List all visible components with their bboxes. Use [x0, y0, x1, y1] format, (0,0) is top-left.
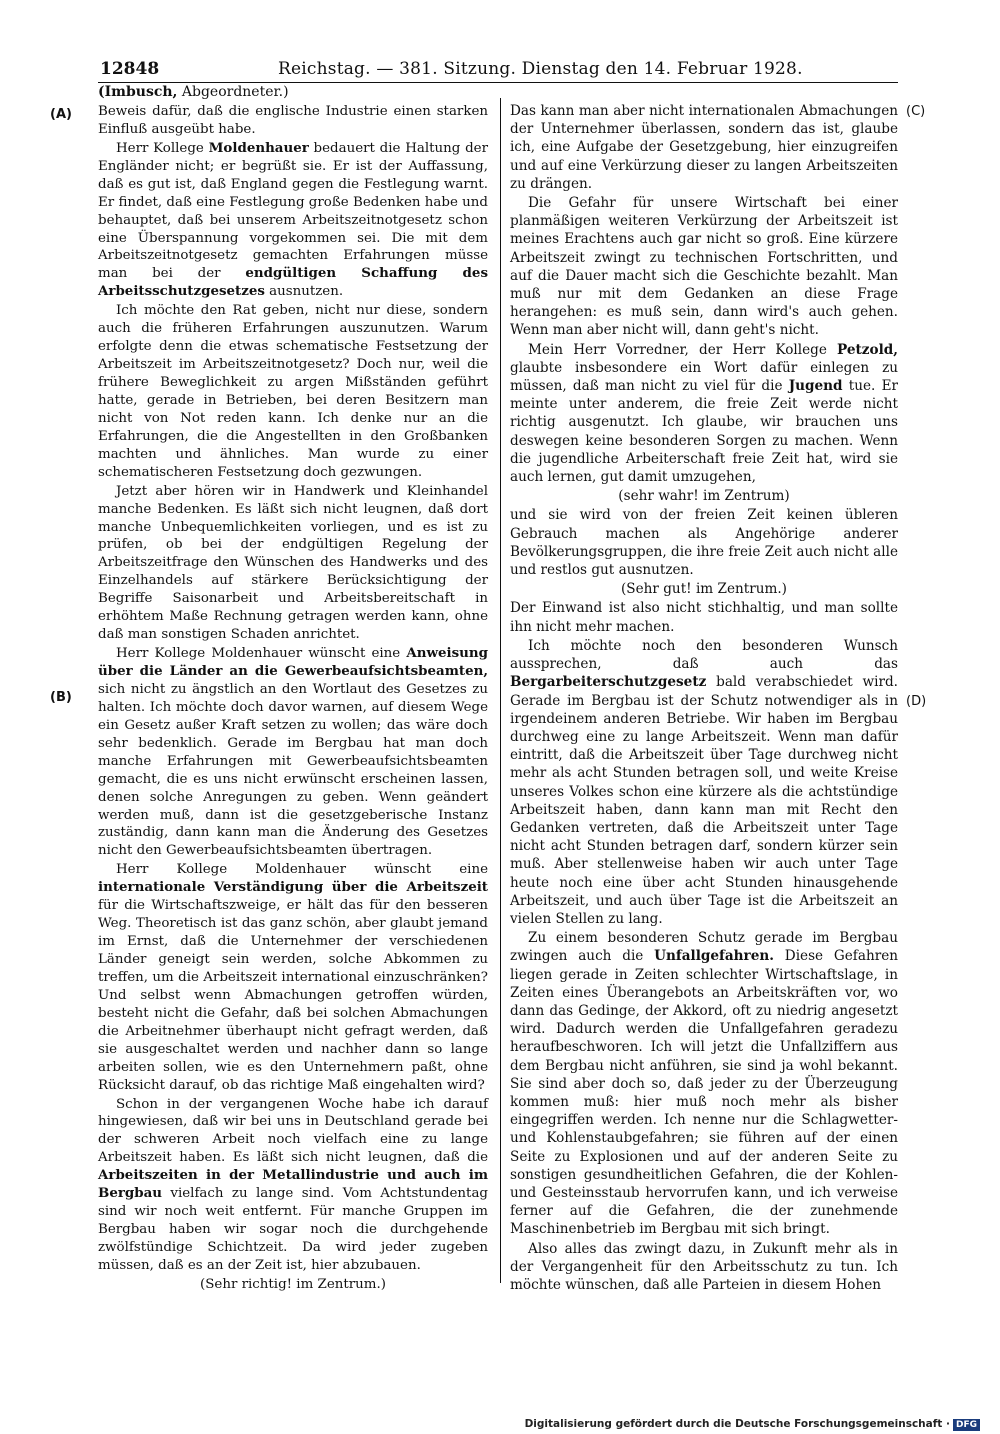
interjection: (Sehr richtig! im Zentrum.): [200, 1276, 386, 1292]
paragraph: Der Einwand ist also nicht stichhaltig, und man sollte ihn nicht mehr machen.: [510, 600, 898, 635]
speaker-line: [98, 84, 488, 102]
interjection: (Sehr gut! im Zentrum.): [621, 581, 787, 598]
page-header: [98, 58, 898, 83]
paragraph: Ich möchte noch den besonderen Wunsch aussprechen, daß auch das Bergarbeiterschutzgesetz bald verabschiedet wird. Gerade im Bergbau ist der Schutz notwendiger als in irgendeinem anderen Betriebe. Wir haben im Bergbau durchweg eine zu lange Arbeitszeit. Wenn man dafür eintritt, daß die Arbeitszeit über Tage durchweg nicht mehr als acht Stunden betragen soll, und weite Kreise unseres Volkes schon eine kürzere als die achtstündige Arbeitszeit haben, dann kann man mit Recht den Gedanken vertreten, daß die Arbeitszeit unter Tage nicht acht Stunden betragen darf, sondern kürzer sein muß. Aber stellenweise haben wir auch unter Tage heute noch eine über acht Stunden hinausgehende Arbeitszeit, und auch über Tage ist die Arbeitszeit an vielen Stellen zu lang.: [510, 637, 898, 927]
emphasis: Anweisung über die Länder an die Gewerbeaufsichtsbeamten,: [98, 645, 488, 679]
emphasis: Unfallgefahren.: [654, 948, 774, 965]
paragraph: und sie wird von der freien Zeit keinen übleren Gebrauch machen als Angehörige anderer Bevölkerungsgruppen, die ihre freie Zeit auch nicht alle und restlos gut ausnutzen.: [510, 507, 898, 579]
paragraph: Mein Herr Vorredner, der Herr Kollege Petzold, glaubte insbesondere ein Wort dafür einlegen zu müssen, daß man nicht zu viel für die Jugend tue. Er meinte unter anderem, die freie Zeit werde nicht richtig ausgenutzt. Ich glaube, wir brauchen uns deswegen keine besonderen Sorgen zu machen. Wenn die jugendliche Arbeiterschaft freie Zeit hat, wird sie auch lernen, gut damit umzugehen,: [510, 341, 898, 486]
paragraph: Jetzt aber hören wir in Handwerk und Kleinhandel manche Bedenken. Es läßt sich nicht leugnen, daß dort manche Unbequemlichkeiten vorliegen, und es ist zu prüfen, ob bei der endgültigen Regelung der Arbeitszeitfrage den Wünschen des Handwerks und des Einzelhandels auf stärkere Berücksichtigung der Begriffe Saisonarbeit und Arbeitsbereitschaft in erhöhtem Maße Rechnung getragen werden kann, ohne daß man sonstigen Schaden anrichtet.: [98, 483, 488, 643]
paragraph: Also alles das zwingt dazu, in Zukunft mehr als in der Vergangenheit für den Arbeitsschutz zu tun. Ich möchte wünschen, daß alle Parteien in diesem Hohen: [510, 1240, 898, 1293]
emphasis: Bergarbeiterschutzgesetz: [510, 674, 707, 691]
paragraph: Beweis dafür, daß die englische Industrie einen starken Einfluß ausgeübt habe.: [98, 103, 488, 137]
emphasis: Arbeitszeiten in der Metallindustrie und auch im Bergbau: [98, 1167, 488, 1202]
paragraph: Ich möchte den Rat geben, nicht nur diese, sondern auch die früheren Erfahrungen auszunutzen. Warum erfolgte denn die etwas schematische Festsetzung der Arbeitszeit im Arbeitszeitnotgesetz? Doch nur, weil die frühere Beweglichkeit zu argen Mißständen geführt hatte, gerade in Betrieben, bei deren Besitzern man nicht von Not reden kann. Ich denke nur an die Erfahrungen, die die Angestellten in den Großbanken machten und ähnliches. Man wurde zu einer schematischeren Festsetzung doch gezwungen.: [98, 303, 488, 480]
dfg-logo: DFG: [953, 1419, 980, 1431]
left-column: [98, 84, 488, 1294]
paragraph: Schon in der vergangenen Woche habe ich darauf hingewiesen, daß wir bei uns in Deutschland gerade bei der schweren Arbeit noch vielfach eine zu lange Arbeitszeit haben. Es läßt sich nicht leugnen, daß die Arbeitszeiten in der Metallindustrie und auch im Bergbau vielfach zu lange sind. Vom Achtstundentag sind wir noch weit entfernt. Für manche Gruppen im Bergbau haben wir sogar noch die durchgehende zwölfstündige Schichtzeit. Da wird jeder zugeben müssen, daß es an der Zeit ist, hier abzubauen.: [98, 1096, 488, 1273]
digitization-credit: [525, 1418, 980, 1431]
emphasis: endgültigen Schaffung des Arbeitsschutzgesetzes: [98, 265, 488, 300]
paragraph: Herr Kollege Moldenhauer wünscht eine Anweisung über die Länder an die Gewerbeaufsichtsbeamten, sich nicht zu ängstlich an den Wortlaut des Gesetzes zu halten. Ich möchte doch davor warnen, auf diesem Wege ein Gesetz außer Kraft setzen zu wollen; das wäre doch sehr bedenklich. Gerade im Bergbau hat man doch manche Erfahrungen mit Gewerbeaufsichtsbeamten gemacht, die es uns nicht erwünscht erscheinen lassen, denen solche Anregungen zu geben. Wenn geändert werden muß, dann ist die gesetzgeberische Instanz zuständig, dann kann man die Änderung des Gesetzes nicht den Gewerbeaufsichtsbeamten übertragen.: [98, 645, 488, 859]
page-number: 12848: [100, 59, 160, 79]
speaker-name: (Imbusch,: [98, 84, 178, 100]
interjection: (sehr wahr! im Zentrum): [618, 488, 790, 505]
emphasis: Moldenhauer: [208, 139, 309, 156]
margin-marker-d: (D): [906, 694, 927, 709]
margin-marker-a: (A): [50, 107, 72, 122]
paragraph: Herr Kollege Moldenhauer wünscht eine internationale Verständigung über die Arbeitszeit für die Wirtschaftszweige, er hält das für den besseren Weg. Theoretisch ist das ganz schön, aber glaubt jemand im Ernst, daß die Unternehmer der verschiedenen Länder geneigt sein werden, solche Abkommen zu treffen, um die Arbeitszeit international einzuschränken? Und selbst wenn Abmachungen getroffen würden, besteht nicht die Gefahr, daß bei solchen Abmachungen die Arbeitnehmer überhaupt nicht gefragt werden, daß sie ausgeschaltet werden und nachher dann so lange arbeiten sollen, wie es den Unternehmern paßt, ohne Rücksicht darauf, ob das richtige Maß eingehalten wird?: [98, 862, 488, 1093]
paragraph: Zu einem besonderen Schutz gerade im Bergbau zwingen auch die Unfallgefahren. Diese Gefahren liegen gerade in Zeiten schlechter Wirtschaftslage, in Zeiten eines Überangebots an Arbeitskräften vor, wo dann das Gedinge, der Akkord, oft zu niedrig angesetzt wird. Dadurch werden die Unfallgefahren geradezu heraufbeschworen. Ich will jetzt die Unfallziffern aus dem Bergbau nicht anführen, sie sind ja wohl bekannt. Sie sind aber doch so, daß jeder zu der Überzeugung kommen muß: hier muß noch mehr als bisher eingegriffen werden. Ich nenne nur die Schlagwetter- und Kohlenstaubgefahren; sie führen auf der einen Seite zu Explosionen und auf der anderen Seite zu sonstigen gesundheitlichen Gefahren, die der Kohlen- und Gesteinsstaub hervorrufen kann, und ich verweise ferner auf die Gefahren, die der zunehmende Maschinenbetrieb im Bergbau mit sich bringt.: [510, 930, 898, 1238]
emphasis: Petzold,: [837, 341, 898, 358]
column-divider: [500, 98, 501, 1283]
credit-text: Digitalisierung gefördert durch die Deutsche Forschungsgemeinschaft ·: [524, 1418, 950, 1430]
margin-marker-c: (C): [906, 104, 926, 119]
emphasis: Jugend: [788, 378, 843, 395]
paragraph: Das kann man aber nicht internationalen Abmachungen der Unternehmer überlassen, sondern das ist, glaube ich, eine Aufgabe der Gesetzgebung, hier einzugreifen und auf eine Verkürzung dieser zu langen Arbeitszeiten zu drängen.: [510, 103, 898, 192]
running-title: Reichstag. — 381. Sitzung. Dienstag den 14. Februar 1928.: [278, 59, 803, 79]
emphasis: internationale Verständigung über die Arbeitszeit: [98, 879, 488, 896]
margin-marker-b: (B): [50, 690, 72, 705]
right-column: [510, 102, 898, 1294]
paragraph: Die Gefahr für unsere Wirtschaft bei einer planmäßigen weiteren Verkürzung der Arbeitszeit ist meines Erachtens auch gar nicht so groß. Eine kürzere Arbeitszeit zwingt zu technischen Fortschritten, und auf die Dauer macht sich die Geschichte bezahlt. Man muß nur mit dem Gedanken an diese Frage herangehen: es muß sein, dann wird's auch gehen. Wenn man aber nicht will, dann geht's nicht.: [510, 195, 898, 339]
speaker-role: Abgeordneter.): [177, 84, 289, 100]
paragraph: Herr Kollege Moldenhauer bedauert die Haltung der Engländer nicht; er begrüßt sie. Er ist der Auffassung, daß es gut ist, daß England gegen die Festlegung warnt. Er findet, daß eine Festlegung große Bedenken habe und behauptet, daß bei unserem Arbeitszeitnotgesetz schon eine Überspannung vorgekommen sei. Die mit dem Arbeitszeitnotgesetz gemachten Erfahrungen müsse man bei der endgültigen Schaffung des Arbeitsschutzgesetzes ausnutzen.: [98, 139, 489, 300]
